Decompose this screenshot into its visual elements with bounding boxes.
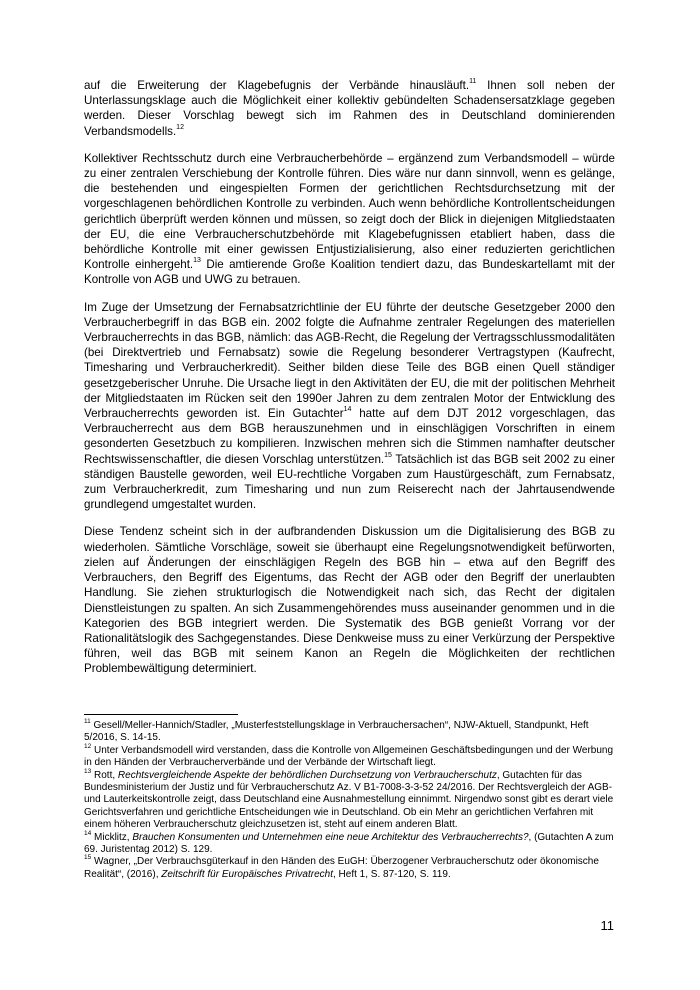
- paragraph-1: auf die Erweiterung der Klagebefugnis der Verbände hinausläuft.$^{11}$ Ihnen soll neben der Unterlassungsklage auch die Möglichkeit einer kollektiv gebündelten Schadensersatzklage gegeben werden. Dieser Vorschlag bewegt sich im Rahmen des in Deutschland dominierenden Verbandsmodells.$^{12}$: [84, 78, 615, 138]
- footnote-ref-11[interactable]: 11: [469, 78, 477, 85]
- footnote-ref-12[interactable]: 12: [176, 123, 184, 131]
- footnote-12: $^{12}$ Unter Verbandsmodell wird verstanden, dass die Kontrolle von Allgemeinen Geschäftsbedingungen und der Werbung in den Händen der Verbraucherverbände und der Verbände der Wirtschaft liegt.: [84, 742, 614, 769]
- footnote-14: $^{14}$ Micklitz, Brauchen Konsumenten und Unternehmen eine neue Architektur des Verbraucherrechts?, (Gutachten A zum 69. Juristentag 2012) S. 129.: [84, 829, 614, 856]
- footnote-ref-15[interactable]: 15: [384, 451, 392, 459]
- footnote-11: $^{11}$ Gesell/Meller-Hannich/Stadler, „Musterfeststellungsklage in Verbrauchersachen“, NJW-Aktuell, Standpunkt, Heft 5/2016, S. 14-15.: [84, 718, 589, 744]
- footnote-ref-14[interactable]: 14: [343, 406, 352, 414]
- footnotes: [84, 720, 615, 881]
- paragraph-3: Im Zuge der Umsetzung der Fernabsatzrichtlinie der EU führte der deutsche Gesetzgeber 2000 den Verbraucherbegriff in das BGB ein. 2002 folgte die Aufnahme zentraler Regelungen des materiellen Verbraucherrechts in das BGB, nämlich: das AGB-Recht, die Regelung der Vertragsschlussmodalitäten (bei Direktvertrieb und Fernabsatz) sowie die Regelung besonderer Vertragstypen (Kaufrecht, Timesharing und Verbraucherkredit). Seither bilden diese Teile des BGB einen Quell ständiger gesetzgeberischer Unruhe. Die Ursache liegt in den Aktivitäten der EU, die mit der politischen Mehrheit der Mitgliedstaaten im Rücken seit den 1990er Jahren zu dem zentralen Motor der Entwicklung des Verbraucherrechts geworden ist. Ein Gutachter$^{14}$ hatte auf dem DJT 2012 vorgeschlagen, das Verbraucherrecht aus dem BGB herauszunehmen und in einschlägigen Vorschriften in einem gesonderten Gesetzbuch zu kompilieren. Inzwischen mehren sich die Stimmen namhafter deutscher Rechtswissenschaftler, die diesen Vorschlag unterstützen.$^{15}$ Tatsächlich ist das BGB seit 2002 zu einer ständigen Baustelle geworden, weil EU-rechtliche Vorgaben zum Haustürgeschäft, zum Fernabsatz, zum Verbraucherkredit, zum Timesharing und nun zum Reiserecht nach der Jahrtausendwende grundlegend umgestaltet wurden.: [84, 300, 615, 512]
- footnote-ref-13[interactable]: 13: [193, 257, 201, 265]
- footnote-separator: [84, 714, 238, 715]
- paragraph-2: Kollektiver Rechtsschutz durch eine Verbraucherbehörde – ergänzend zum Verbandsmodell – würde zu einer zentralen Verschiebung der Kontrolle führen. Dies wäre nur dann sinnvoll, wenn es gelänge, die bestehenden und eingespielten Formen der gerichtlichen Rechtsdurchsetzung mit der vorgeschlagenen behördlichen Kontrolle zu verbinden. Auch wenn behördliche Kontrollentscheidungen gerichtlich überprüft werden können und müssen, so zeigt doch der Blick in diejenigen Mitgliedstaaten der EU, die eine Verbraucherschutzbehörde mit Klagebefugnissen etabliert haben, dass die behördliche Kontrolle mit einer gewissen Entjustizialisierung, also einer reduzierten gerichtlichen Kontrolle einhergeht.$^{13}$ Die amtierende Große Koalition tendiert dazu, das Bundeskartellamt mit der Kontrolle von AGB und UWG zu betrauen.: [84, 151, 615, 287]
- footnote-13: $^{13}$ Rott, Rechtsvergleichende Aspekte der behördlichen Durchsetzung von Verbraucherschutz, Gutachten für das Bundesministerium der Justiz und für Verbraucherschutz Az. V B1-7008-3-3-52 24/2016. Der Rechtsvergleich der AGB- und Lauterkeitskontrolle zeigt, dass Deutschland eine Ausnahmestellung einnimmt. Nirgendwo sonst gibt es derart viele Gerichtsverfahren und gerichtliche Entscheidungen wie in Deutschland. Ob ein Mehr an gerichtlichen Verfahren mit einem höheren Verbraucherschutz gleichzusetzen ist, steht auf einem anderen Blatt.: [84, 767, 614, 831]
- main-text: [84, 78, 615, 689]
- paragraph-4: Diese Tendenz scheint sich in der aufbrandenden Diskussion um die Digitalisierung des BGB zu wiederholen. Sämtliche Vorschläge, soweit sie überhaupt eine Regelungsnotwendigkeit befürworten, zielen auf Änderungen der einschlägigen Regeln des BGB hin – etwa auf den Begriff des Verbrauchers, den Begriff des Eigentums, das Recht der AGB oder den Begriff der unerlaubten Handlung. Sie ziehen strukturlogisch die Notwendigkeit nach sich, das Recht der digitalen Dienstleistungen zu spalten. An sich Zusammengehörendes muss auseinander genommen und in die Kategorien des BGB integriert werden. Die Systematik des BGB genießt Vorrang vor der Rationalitätslogik des Sachgegenstandes. Diese Denkweise muss zu einer Verkürzung der Perspektive führen, weil das BGB mit seinem Kanon an Regeln die Möglichkeiten der rechtlichen Problembewältigung determiniert.: [84, 525, 615, 676]
- footnote-15: $^{15}$ Wagner, „Der Verbrauchsgüterkauf in den Händen des EuGH: Überzogener Verbraucherschutz oder ökonomische Realität“, (2016), Zeitschrift für Europäisches Privatrecht, Heft 1, S. 87-120, S. 119.: [84, 854, 599, 880]
- page-number: 11: [600, 918, 614, 933]
